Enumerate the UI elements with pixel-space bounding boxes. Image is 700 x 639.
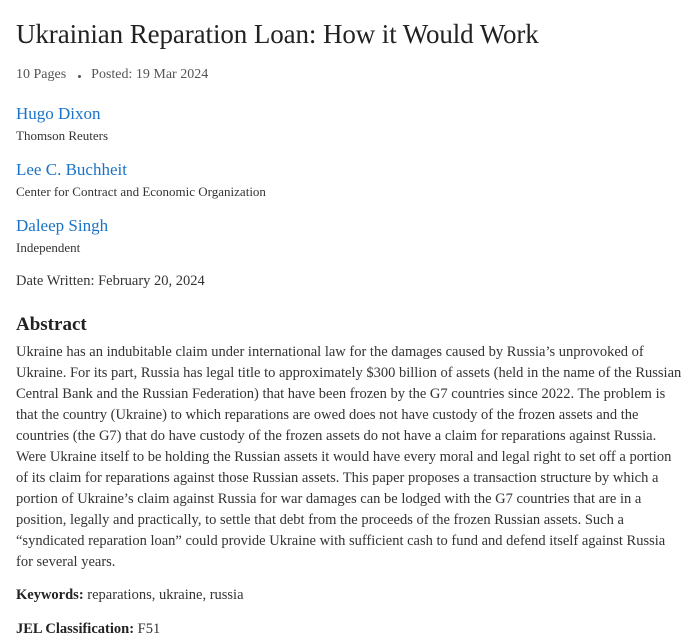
keywords-label: Keywords: <box>16 587 84 603</box>
keywords-row <box>16 585 685 605</box>
author-block <box>16 215 685 257</box>
author-link[interactable]: Lee C. Buchheit <box>16 160 127 179</box>
page-count: 10 Pages <box>16 67 67 82</box>
author-affiliation: Center for Contract and Economic Organization <box>16 184 266 199</box>
paper-title: Ukrainian Reparation Loan: How it Would Work <box>16 19 539 49</box>
author-link[interactable]: Hugo Dixon <box>16 104 101 123</box>
separator-dot-icon <box>78 75 81 78</box>
paper-meta <box>16 66 685 84</box>
author-affiliation: Independent <box>16 240 81 255</box>
jel-classification-value: F51 <box>137 621 161 637</box>
posted-date: Posted: 19 Mar 2024 <box>91 67 209 82</box>
jel-classification-label: JEL Classification: <box>16 621 135 637</box>
author-link[interactable]: Daleep Singh <box>16 216 109 235</box>
date-written: Date Written: February 20, 2024 <box>16 273 205 289</box>
author-block <box>16 159 685 201</box>
author-affiliation: Thomson Reuters <box>16 128 109 143</box>
abstract-heading: Abstract <box>16 314 87 335</box>
jel-classification-row <box>16 619 685 639</box>
keywords-value: reparations, ukraine, russia <box>87 587 244 603</box>
author-block <box>16 103 685 145</box>
abstract-text: Ukraine has an indubitable claim under international law for the damages caused by Russia’s unprovoked of Ukraine. For its part, Russia has legal title to approximately $300 billion of assets (held in the name of the Russian Central Bank and the Russian Federation) that have been frozen by the G7 countries since 2022. The problem is that the country (Ukraine) to which reparations are owed does not have custody of the frozen assets and the countries (the G7) that do have custody of the frozen assets do not have a claim for reparations against Russia. Were Ukraine itself to be holding the Russian assets it would have every moral and legal right to set off a portion of its claim for reparations against those Russian assets. This paper proposes a transaction structure by which a portion of Ukraine’s claim against Russia for war damages can be lodged with the G7 countries that are in a position, legally and practically, to settle that debt from the proceeds of the frozen Russian assets. Such a “syndicated reparation loan” could provide Ukraine with sufficient cash to fund and defend itself against Russia for several years. <box>16 344 682 570</box>
